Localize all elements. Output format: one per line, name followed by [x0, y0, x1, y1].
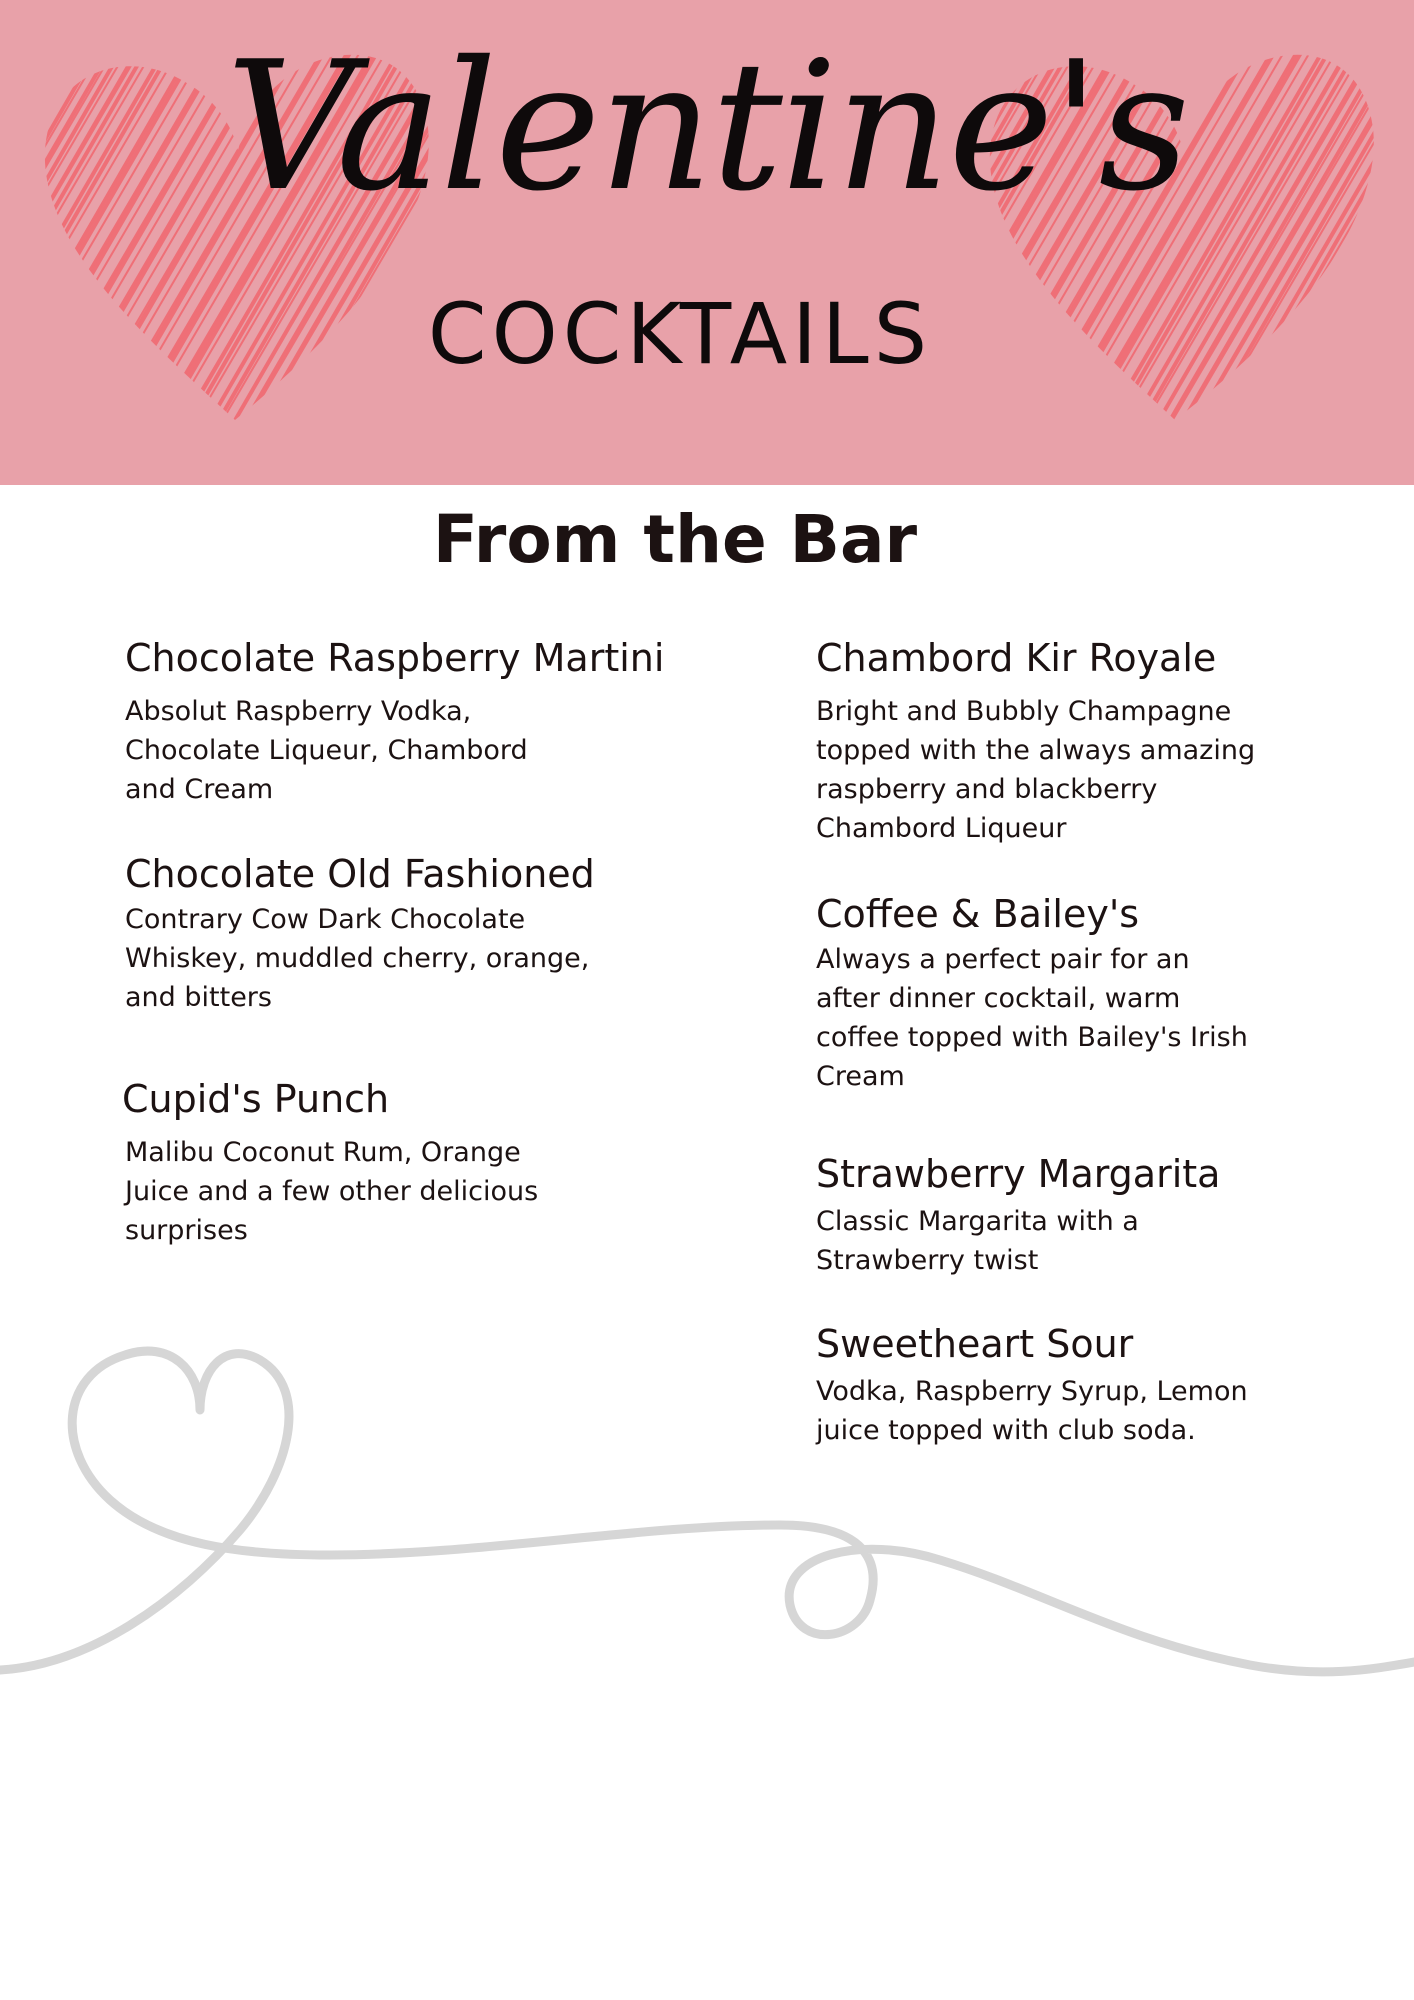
header-banner	[0, 0, 1414, 485]
menu-item-description	[816, 1202, 1336, 1280]
menu-item	[816, 636, 1336, 848]
menu-item-name: Coffee & Bailey's	[816, 892, 1140, 936]
menu-item-description	[125, 1133, 642, 1250]
menu-item-name: Chocolate Old Fashioned	[125, 852, 595, 896]
menu-item-description	[816, 692, 1336, 848]
section-title: From the Bar	[432, 501, 918, 578]
menu-item	[816, 1152, 1336, 1280]
description-line: Malibu Coconut Rum, Orange	[125, 1136, 521, 1168]
description-line: topped with the always amazing	[816, 734, 1256, 766]
description-line: Strawberry twist	[816, 1244, 1039, 1276]
description-line: Whiskey, muddled cherry, orange,	[125, 942, 590, 974]
heart-swirl-icon	[0, 1300, 1414, 1700]
menu-item-name: Sweetheart Sour	[816, 1322, 1134, 1366]
menu-item-name: Strawberry Margarita	[816, 1152, 1221, 1196]
menu-item	[125, 636, 665, 809]
description-line: Classic Margarita with a	[816, 1205, 1139, 1237]
description-line: Bright and Bubbly Champagne	[816, 695, 1232, 727]
description-line: Juice and a few other delicious	[125, 1175, 539, 1207]
description-line: coffee topped with Bailey's Irish	[816, 1021, 1248, 1053]
description-line: raspberry and blackberry	[816, 773, 1158, 805]
description-line: Vodka, Raspberry Syrup, Lemon	[816, 1375, 1248, 1407]
menu-item-name: Cupid's Punch	[122, 1077, 390, 1121]
menu-item-name: Chocolate Raspberry Martini	[125, 636, 665, 680]
menu-item-description	[125, 692, 645, 809]
menu-item-description	[125, 900, 645, 1017]
description-line: Chambord Liqueur	[816, 812, 1067, 844]
description-line: Absolut Raspberry Vodka,	[125, 695, 472, 727]
description-line: and bitters	[125, 981, 272, 1013]
description-line: after dinner cocktail, warm	[816, 982, 1181, 1014]
menu-item-description	[816, 940, 1336, 1096]
banner-subtitle: COCKTAILS	[427, 285, 933, 383]
script-title: Valentine's	[226, 23, 1188, 230]
menu-item	[125, 852, 645, 1017]
menu-item	[816, 892, 1336, 1096]
menu-item	[122, 1077, 642, 1250]
description-line: and Cream	[125, 773, 274, 805]
description-line: Always a perfect pair for an	[816, 943, 1190, 975]
menu-item-name: Chambord Kir Royale	[816, 636, 1217, 680]
description-line: Cream	[816, 1060, 905, 1092]
description-line: Contrary Cow Dark Chocolate	[125, 903, 526, 935]
description-line: juice topped with club soda.	[816, 1414, 1196, 1446]
description-line: Chocolate Liqueur, Chambord	[125, 734, 528, 766]
description-line: surprises	[125, 1214, 248, 1246]
